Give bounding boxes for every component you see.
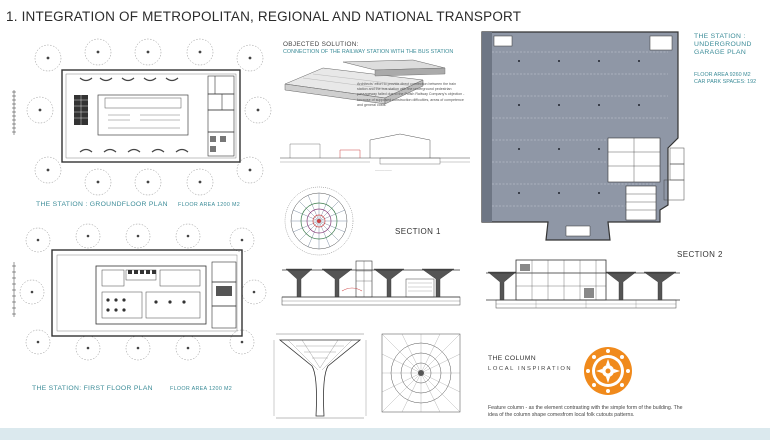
column-rosette-drawing bbox=[282, 184, 356, 258]
garage-plan-svg bbox=[478, 30, 688, 242]
column-elevation-drawing bbox=[272, 328, 368, 424]
garage-area-label: FLOOR AREA 9260 M2 bbox=[694, 72, 751, 78]
groundfloor-plan-svg bbox=[10, 40, 270, 200]
section1-drawing bbox=[282, 257, 462, 315]
section1-label: SECTION 1 bbox=[395, 227, 441, 236]
footer-band bbox=[0, 428, 770, 440]
garage-label-line3: GARAGE PLAN bbox=[694, 49, 747, 56]
firstfloor-plan-label: THE STATION: FIRST FLOOR PLAN bbox=[32, 385, 153, 392]
folk-cutout-ornament bbox=[582, 345, 634, 397]
garage-label-line1: THE STATION : bbox=[694, 33, 746, 40]
garage-label-line2: UNDERGROUND bbox=[694, 41, 752, 48]
column-description: Feature column - as the element contrasting with the simple form of the building. The idea of the column shape comesfrom local folk cutouts patterns. bbox=[488, 405, 683, 418]
column-elevation-svg bbox=[272, 328, 368, 424]
rosette-svg bbox=[282, 184, 356, 258]
groundfloor-plan-label: THE STATION : GROUNDFLOOR PLAN bbox=[36, 201, 168, 208]
section2-label: SECTION 2 bbox=[677, 250, 723, 259]
ceiling-pattern-svg bbox=[378, 330, 464, 416]
section2-svg bbox=[486, 256, 682, 318]
column-heading: THE COLUMN bbox=[488, 355, 536, 362]
garage-spaces-label: CAR PARK SPACES: 192 bbox=[694, 79, 757, 85]
svg-text:———————: ——————— bbox=[375, 169, 392, 172]
cross-section-svg bbox=[280, 130, 470, 172]
firstfloor-plan-svg bbox=[10, 222, 270, 362]
garage-plan-drawing bbox=[478, 30, 688, 242]
ornament-svg bbox=[582, 345, 634, 397]
groundfloor-plan-drawing bbox=[10, 40, 270, 200]
objected-solution-note: Architects' effort to provide direct connection between the train station and the bus station with the underground pedestrian passageway failed due to the Polish Railway Company's objection - because of supposed construction difficulties, areas of competence and general costs. bbox=[357, 82, 465, 107]
section1-svg bbox=[282, 257, 462, 315]
column-subheading: LOCAL INSPIRATION bbox=[488, 366, 573, 372]
column-ceiling-pattern bbox=[378, 330, 464, 416]
objected-solution-section bbox=[280, 130, 470, 172]
groundfloor-area-label: FLOOR AREA 1200 M2 bbox=[178, 202, 241, 208]
objected-solution-subheading: CONNECTION OF THE RAILWAY STATION WITH THE BUS STATION bbox=[283, 49, 454, 55]
objected-solution-heading: OBJECTED SOLUTION: bbox=[283, 41, 359, 48]
page-title: 1. INTEGRATION OF METROPOLITAN, REGIONAL AND NATIONAL TRANSPORT bbox=[6, 9, 522, 24]
firstfloor-plan-drawing bbox=[10, 222, 270, 362]
section2-drawing bbox=[486, 256, 682, 318]
firstfloor-area-label: FLOOR AREA 1200 M2 bbox=[170, 386, 233, 392]
